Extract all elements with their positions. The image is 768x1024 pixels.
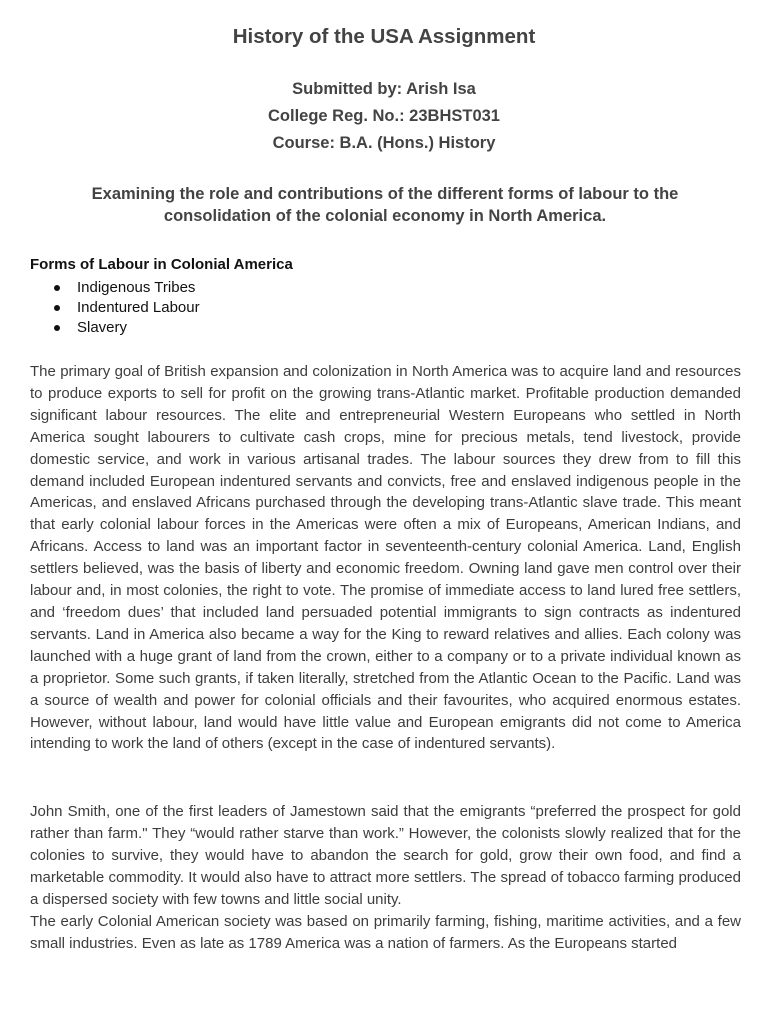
course: Course: B.A. (Hons.) History: [272, 134, 496, 152]
body-paragraph: John Smith, one of the first leaders of Jamestown said that the emigrants “preferred the prospect for gold rather than farm." They “would rather starve than work.” However, the colonists slowly realized that for the colonies to survive, they would have to abandon the search for gold, grow their own food, and find a marketable commodity. It would also have to attract more settlers. The spread of tobacco farming produced a dispersed society with few towns and little social unity.: [30, 803, 741, 908]
list-item-label: Indentured Labour: [77, 299, 200, 316]
submission-details: [0, 78, 768, 159]
section-heading: Forms of Labour in Colonial America: [30, 256, 293, 273]
list-item: [52, 278, 200, 298]
list-item-label: Slavery: [77, 319, 128, 336]
assignment-topic: Examining the role and contributions of the different forms of labour to the consolidation of the colonial economy in North America.: [91, 185, 679, 225]
forms-of-labour-list: [52, 278, 200, 338]
bullet-icon: [54, 285, 60, 291]
college-reg-no: College Reg. No.: 23BHST031: [268, 107, 500, 125]
bullet-icon: [54, 305, 60, 311]
submitted-by: Submitted by: Arish Isa: [292, 80, 476, 98]
document-title: History of the USA Assignment: [232, 25, 536, 48]
list-item: [52, 298, 200, 318]
list-item-label: Indigenous Tribes: [77, 279, 196, 296]
list-item: [52, 318, 200, 338]
bullet-icon: [54, 325, 60, 331]
body-paragraph: The early Colonial American society was based on primarily farming, fishing, maritime activities, and a few small industries. Even as late as 1789 America was a nation of farmers. As the Europeans started: [30, 913, 741, 952]
body-paragraph: The primary goal of British expansion and colonization in North America was to acquire land and resources to produce exports to sell for profit on the growing trans-Atlantic market. Profitable production demanded significant labour resources. The elite and entrepreneurial Western Europeans who settled in North America sought labourers to cultivate cash crops, mine for precious metals, tend livestock, provide domestic service, and work in various artisanal trades. The labour sources they drew from to fill this demand included European indentured servants and convicts, free and enslaved indigenous people in the Americas, and enslaved Africans purchased through the developing trans-Atlantic slave trade. This meant that early colonial labour forces in the Americas were often a mix of Europeans, American Indians, and Africans. Access to land was an important factor in seventeenth-century colonial America. Land, English settlers believed, was the basis of liberty and economic freedom. Owning land gave men control over their labour and, in most colonies, the right to vote. The promise of immediate access to land lured free settlers, and ‘freedom dues’ that included land persuaded potential immigrants to sign contracts as indentured servants. Land in America also became a way for the King to reward relatives and allies. Each colony was launched with a huge grant of land from the crown, either to a company or to a private individual known as a proprietor. Some such grants, if taken literally, stretched from the Atlantic Ocean to the Pacific. Land was a source of wealth and power for colonial officials and their favourites, who acquired enormous estates. However, without labour, land would have little value and European emigrants did not come to America intending to work the land of others (except in the case of indentured servants).: [30, 363, 741, 753]
